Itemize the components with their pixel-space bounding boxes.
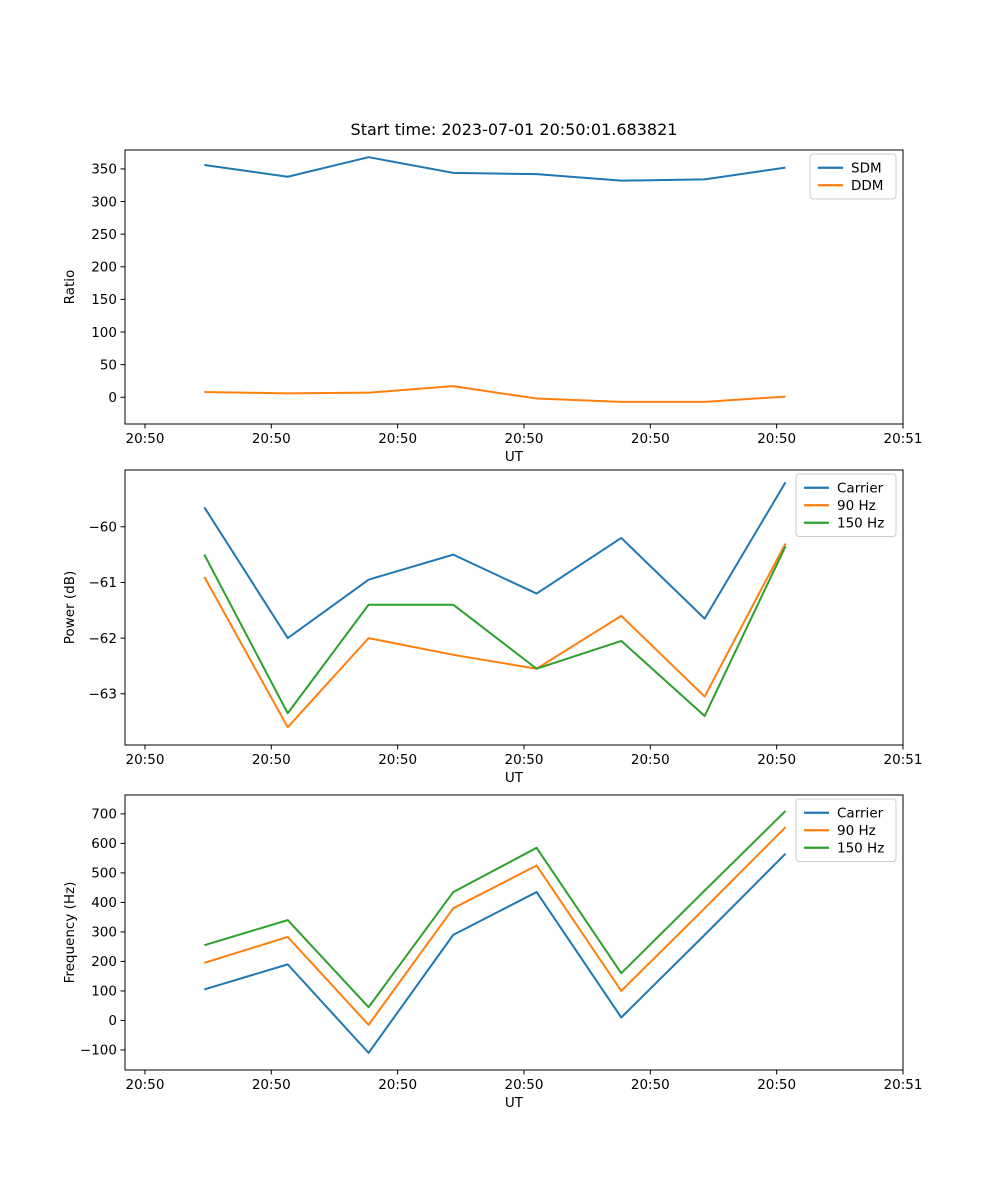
legend: [796, 799, 896, 862]
y-tick-label: 500: [91, 865, 117, 882]
subplot-ratio: [62, 150, 922, 465]
legend-label: Carrier: [837, 480, 884, 497]
x-axis-label: UT: [504, 770, 524, 786]
x-tick-label: 20:50: [378, 431, 418, 447]
legend: [796, 474, 896, 537]
x-tick-label: 20:50: [757, 1077, 797, 1093]
x-axis-label: UT: [504, 1095, 524, 1111]
x-tick-label: 20:50: [757, 752, 797, 768]
y-axis-label: Power (dB): [62, 570, 78, 645]
legend-label: 90 Hz: [837, 497, 876, 514]
y-tick-label: 0: [108, 390, 117, 407]
y-tick-label: −61: [88, 575, 117, 592]
legend-label: 150 Hz: [837, 840, 885, 857]
series-line-90-hz: [204, 827, 785, 1025]
y-tick-label: 350: [91, 161, 117, 178]
series-line-sdm: [204, 157, 785, 180]
x-tick-label: 20:50: [757, 431, 797, 447]
x-tick-label: 20:50: [378, 1077, 418, 1093]
x-tick-label: 20:51: [883, 1077, 923, 1093]
y-tick-label: 200: [91, 954, 117, 971]
x-tick-label: 20:50: [504, 1077, 544, 1093]
y-axis-label: Ratio: [62, 269, 78, 305]
legend-label: Carrier: [837, 805, 884, 822]
y-tick-label: 300: [91, 194, 117, 211]
y-tick-label: 0: [108, 1013, 117, 1030]
y-tick-label: 400: [91, 895, 117, 912]
legend-label: SDM: [851, 160, 882, 177]
x-tick-label: 20:50: [251, 431, 291, 447]
axes-frame: [125, 795, 903, 1070]
x-tick-label: 20:50: [504, 752, 544, 768]
series-line-carrier: [204, 854, 785, 1053]
y-tick-label: −60: [88, 519, 117, 536]
series-line-ddm: [204, 386, 785, 402]
x-tick-label: 20:50: [630, 431, 670, 447]
series-line-carrier: [204, 482, 785, 638]
x-tick-label: 20:50: [504, 431, 544, 447]
x-tick-label: 20:50: [378, 752, 418, 768]
axes-frame: [125, 470, 903, 745]
x-tick-label: 20:50: [251, 1077, 291, 1093]
series-line-150-hz: [204, 811, 785, 1007]
x-tick-label: 20:50: [125, 1077, 165, 1093]
x-tick-label: 20:50: [630, 1077, 670, 1093]
y-tick-label: 50: [99, 357, 117, 374]
y-tick-label: −62: [88, 630, 117, 647]
y-tick-label: 100: [91, 324, 117, 341]
y-tick-label: 200: [91, 259, 117, 276]
x-tick-label: 20:50: [251, 752, 291, 768]
x-tick-label: 20:50: [125, 431, 165, 447]
legend-label: DDM: [851, 177, 884, 194]
legend-label: 90 Hz: [837, 822, 876, 839]
x-axis-label: UT: [504, 449, 524, 465]
legend: [810, 154, 896, 199]
y-axis-label: Frequency (Hz): [62, 881, 78, 984]
y-tick-label: 600: [91, 836, 117, 853]
axes-frame: [125, 150, 903, 424]
x-tick-label: 20:50: [630, 752, 670, 768]
y-tick-label: 150: [91, 292, 117, 309]
y-tick-label: −63: [88, 686, 117, 703]
y-tick-label: 700: [91, 806, 117, 823]
y-tick-label: 300: [91, 924, 117, 941]
y-tick-label: 100: [91, 983, 117, 1000]
legend-label: 150 Hz: [837, 515, 885, 532]
x-tick-label: 20:51: [883, 752, 923, 768]
y-tick-label: 250: [91, 226, 117, 243]
x-tick-label: 20:50: [125, 752, 165, 768]
figure-title: Start time: 2023-07-01 20:50:01.683821: [350, 120, 678, 139]
subplot-frequency: [62, 795, 922, 1111]
y-tick-label: −100: [79, 1042, 117, 1059]
subplot-power: [62, 470, 922, 786]
x-tick-label: 20:51: [883, 431, 923, 447]
